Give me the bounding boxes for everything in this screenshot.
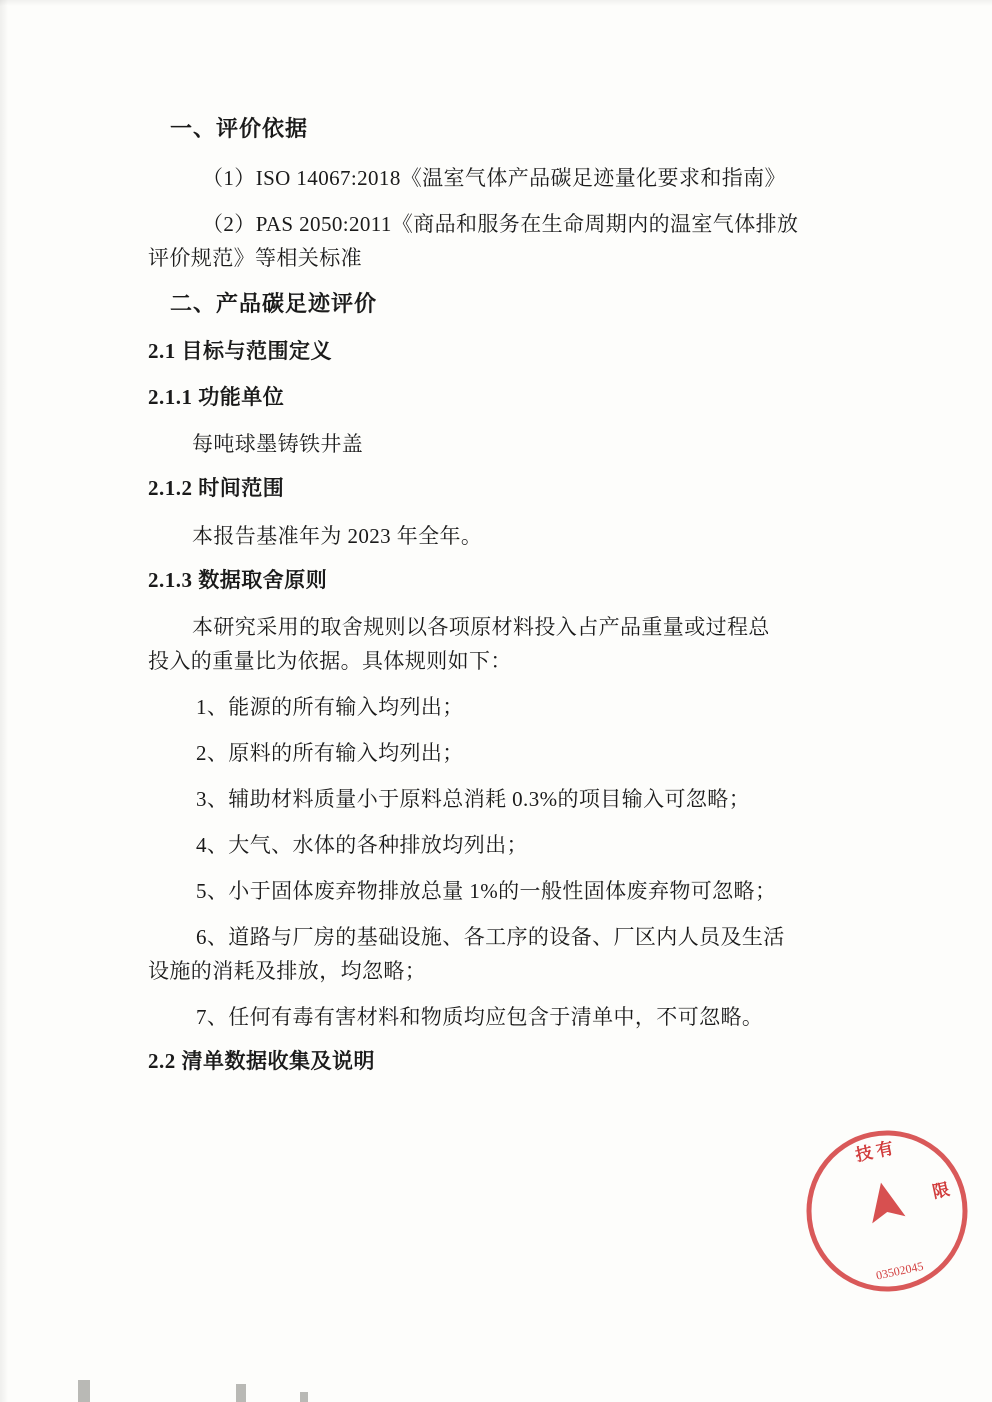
svg-text:限: 限 bbox=[930, 1179, 952, 1202]
reference-item-1: （1）ISO 14067:2018《温室气体产品碳足迹量化要求和指南》 bbox=[202, 166, 786, 190]
section-2-heading: 二、产品碳足迹评价 bbox=[170, 291, 378, 317]
red-seal-stamp bbox=[792, 1116, 982, 1306]
scan-mark bbox=[236, 1384, 246, 1402]
heading-2-2: 2.2 清单数据收集及说明 bbox=[148, 1049, 375, 1074]
reference-item-2: （2）PAS 2050:2011《商品和服务在生命周期内的温室气体排放 bbox=[202, 212, 799, 237]
paragraph-functional-unit: 每吨球墨铸铁井盖 bbox=[192, 432, 364, 457]
document-body bbox=[148, 112, 848, 1092]
svg-text:技 有: 技 有 bbox=[853, 1138, 896, 1166]
list-item: 3、辅助材料质量小于原料总消耗 0.3%的项目输入可忽略； bbox=[196, 787, 751, 812]
page-bottom-marks bbox=[0, 1368, 992, 1402]
paragraph-time-range: 本报告基准年为 2023 年全年。 bbox=[192, 523, 483, 548]
list-item: 1、能源的所有输入均列出； bbox=[196, 695, 464, 720]
list-item: 4、大气、水体的各种排放均列出； bbox=[196, 833, 528, 858]
reference-item-2-continued: 评价规范》等相关标准 bbox=[148, 246, 362, 271]
page-top-shadow bbox=[0, 0, 992, 6]
seal-code-text: 03502045 bbox=[874, 1258, 925, 1283]
scan-mark bbox=[300, 1392, 308, 1402]
scan-mark bbox=[78, 1380, 90, 1402]
list-item-6-continued: 设施的消耗及排放，均忽略； bbox=[148, 959, 427, 984]
section-1-heading: 一、评价依据 bbox=[170, 116, 309, 141]
heading-2-1-1: 2.1.1 功能单位 bbox=[148, 384, 285, 409]
list-item: 6、道路与厂房的基础设施、各工序的设备、厂区内人员及生活 bbox=[196, 925, 785, 950]
page-left-shadow bbox=[0, 0, 8, 1402]
paragraph-cutoff-a: 本研究采用的取舍规则以各项原材料投入占产品重量或过程总 bbox=[192, 615, 770, 640]
list-item: 5、小于固体废弃物排放总量 1%的一般性固体废弃物可忽略； bbox=[196, 879, 777, 904]
heading-2-1-2: 2.1.2 时间范围 bbox=[148, 476, 285, 501]
paragraph-cutoff-b: 投入的重量比为依据。具体规则如下： bbox=[148, 649, 512, 674]
list-item: 7、任何有毒有害材料和物质均应包含于清单中，不可忽略。 bbox=[196, 1005, 764, 1030]
heading-2-1-3: 2.1.3 数据取舍原则 bbox=[148, 567, 328, 592]
heading-2-1: 2.1 目标与范围定义 bbox=[148, 339, 332, 364]
list-item: 2、原料的所有输入均列出； bbox=[196, 741, 464, 766]
